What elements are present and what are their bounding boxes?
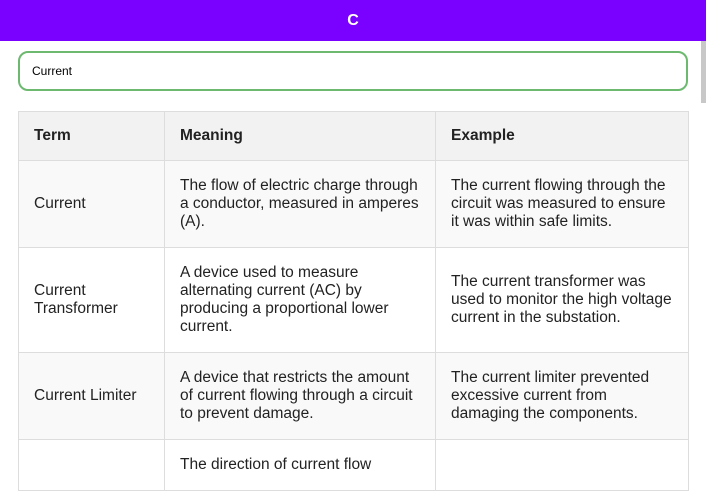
term-cell — [19, 440, 165, 491]
scrollbar[interactable] — [701, 41, 706, 103]
header-title: C — [347, 11, 359, 29]
example-cell: The current limiter prevented excessive current from damaging the components. — [436, 353, 689, 440]
glossary-table-container — [18, 111, 688, 491]
table-row — [19, 161, 689, 248]
glossary-table — [18, 111, 689, 491]
table-row — [19, 440, 689, 491]
column-header-term: Term — [19, 112, 165, 161]
table-header-row — [19, 112, 689, 161]
term-cell: Current Limiter — [19, 353, 165, 440]
search-input[interactable] — [18, 51, 688, 91]
example-cell: The current transformer was used to monitor the high voltage current in the substation. — [436, 248, 689, 353]
meaning-cell: A device that restricts the amount of current flowing through a circuit to prevent damage. — [165, 353, 436, 440]
table-row — [19, 248, 689, 353]
meaning-cell: The direction of current flow — [165, 440, 436, 491]
example-cell: The current flowing through the circuit was measured to ensure it was within safe limits. — [436, 161, 689, 248]
table-row — [19, 353, 689, 440]
term-cell: Current — [19, 161, 165, 248]
meaning-cell: A device used to measure alternating current (AC) by producing a proportional lower current. — [165, 248, 436, 353]
app-header — [0, 0, 706, 41]
meaning-cell: The flow of electric charge through a conductor, measured in amperes (A). — [165, 161, 436, 248]
column-header-meaning: Meaning — [165, 112, 436, 161]
column-header-example: Example — [436, 112, 689, 161]
term-cell: Current Transformer — [19, 248, 165, 353]
search-container — [18, 51, 688, 91]
example-cell — [436, 440, 689, 491]
